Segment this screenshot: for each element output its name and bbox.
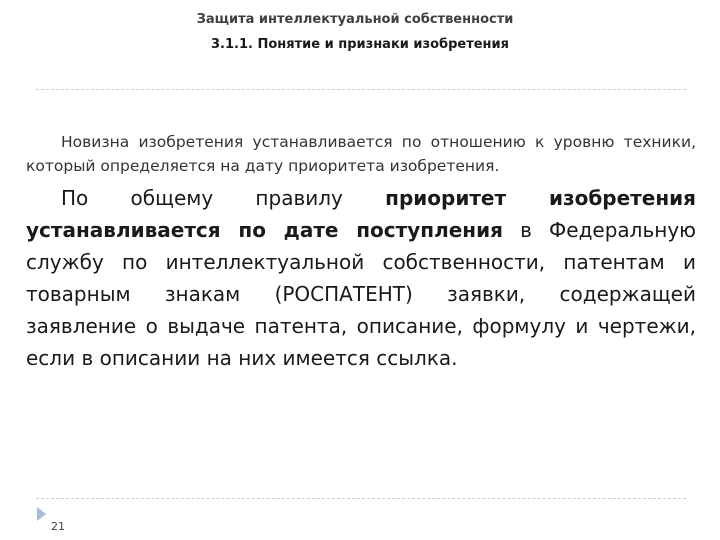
top-divider bbox=[36, 89, 686, 90]
slide-body bbox=[26, 130, 696, 374]
section-subtitle: 3.1.1. Понятие и признаки изобретения bbox=[211, 37, 509, 52]
triangle-bullet-icon bbox=[37, 507, 46, 521]
slide-title bbox=[0, 12, 720, 27]
paragraph-novelty: Новизна изобретения устанавливается по отношению к уровню техники, который определяется на дату приоритета изобретения. bbox=[26, 133, 696, 176]
paragraph-priority bbox=[26, 182, 696, 374]
slide-title-text: Защита интеллектуальной собственности bbox=[196, 12, 514, 27]
paragraph-priority-lead: По общему правилу bbox=[61, 186, 386, 211]
page-number: 21 bbox=[51, 520, 65, 533]
paragraph-priority-rest: в Федеральную службу по интеллектуальной собственности, патентам и товарным знакам (РОСПАТЕНТ) заявки, содержащей заявление о выдаче патента, описание, формулу и чертежи, если в описании на них имеется ссылка. bbox=[26, 218, 696, 371]
paragraph-priority-emphasis: приоритет изобретения устанавливается по дате поступления bbox=[26, 186, 697, 243]
bottom-divider bbox=[36, 498, 686, 499]
